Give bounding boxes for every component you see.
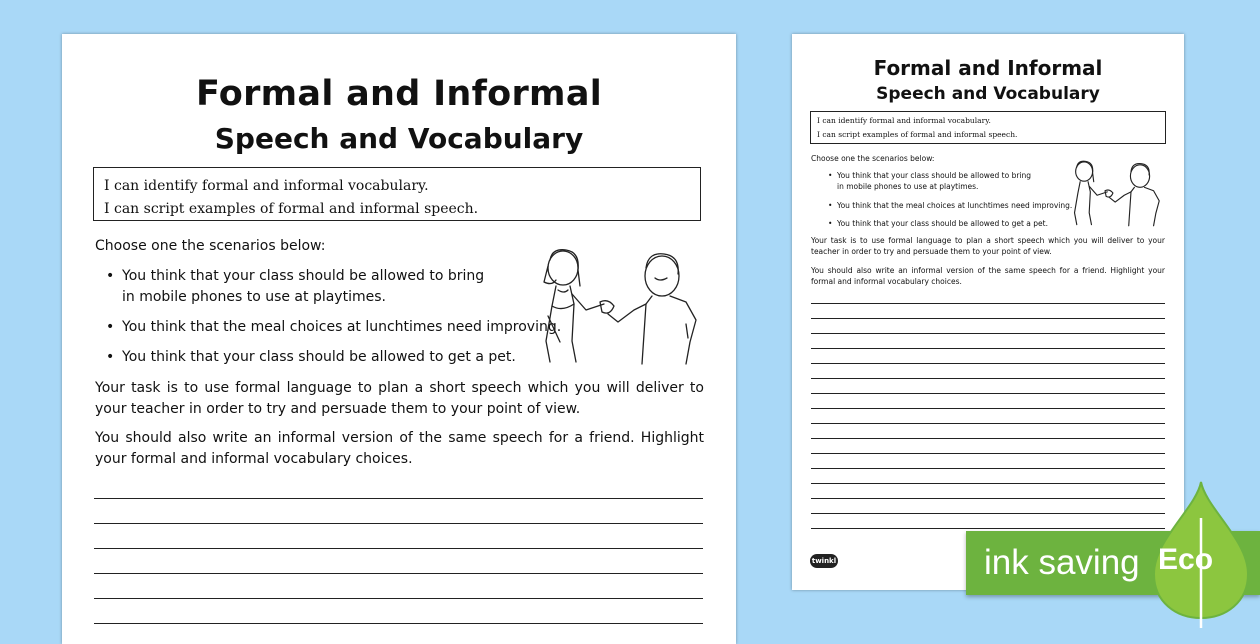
writing-line [811,348,1165,349]
writing-line [94,548,703,549]
writing-line [94,598,703,599]
task-paragraph: Your task is to use formal language to plan a short speech which you will deliver to your teacher in order to try and persuade them to your point of view. [95,380,704,417]
bullet-dot: • [828,201,833,210]
objective: I can identify formal and informal vocabulary. [104,178,429,194]
scenario-line: in mobile phones to use at playtimes. [837,182,979,191]
writing-line [94,623,703,624]
children-handshake-illustration [1070,158,1166,228]
writing-line [811,498,1165,499]
scenario-item [106,266,485,308]
writing-line [811,528,1165,529]
writing-line [811,468,1165,469]
scenario-item [828,218,1048,229]
scenario-line: You think that your class should be allowed to bring [837,171,1032,180]
scenario-item [106,317,562,338]
writing-line [811,318,1165,319]
bullet-dot: • [106,319,115,335]
objective: I can script examples of formal and informal speech. [817,130,1018,139]
eco-word: Eco [1158,543,1214,576]
writing-line [811,513,1165,514]
scenario-prompt: Choose one the scenarios below: [95,238,326,254]
bullet-dot: • [828,219,833,228]
writing-line [94,573,703,574]
worksheet-title: Formal and Informal [195,74,603,114]
ink-saving-label: ink saving [984,543,1140,582]
worksheet-page-small [792,34,1184,590]
bullet-dot: • [828,171,833,180]
objective: I can script examples of formal and informal speech. [104,201,479,217]
scenario-item [828,200,1073,211]
writing-line [811,483,1165,484]
twinkl-logo: twinkl [810,554,838,568]
objectives-box [810,111,1166,144]
writing-line [94,498,703,499]
objectives-box [93,167,701,221]
children-handshake-illustration [538,246,708,366]
extension-paragraph: You should also write an informal version of the same speech for a friend. Highlight your formal and informal vocabulary choices. [95,430,704,467]
scenario-prompt: Choose one the scenarios below: [811,154,935,163]
scenario-line: You think that the meal choices at lunchtimes need improving. [122,319,562,335]
worksheet-page-large [62,34,736,644]
writing-line [94,523,703,524]
worksheet-subtitle: Speech and Vocabulary [876,84,1100,104]
scenario-line: You think that your class should be allowed to bring [122,268,485,284]
scenario-item [106,347,516,368]
scenario-item [828,170,1032,192]
writing-line [811,453,1165,454]
scenario-line: You think that the meal choices at lunchtimes need improving. [837,201,1073,210]
writing-line [811,378,1165,379]
writing-line [811,333,1165,334]
writing-line [811,423,1165,424]
worksheet-subtitle: Speech and Vocabulary [214,122,584,155]
writing-line [811,408,1165,409]
objective: I can identify formal and informal vocabulary. [817,116,991,125]
scenario-line: You think that your class should be allowed to get a pet. [122,349,516,365]
writing-line [811,393,1165,394]
task-paragraph: Your task is to use formal language to plan a short speech which you will deliver to your teacher in order to try and persuade them to your point of view. [811,236,1165,256]
extension-paragraph: You should also write an informal version of the same speech for a friend. Highlight your formal and informal vocabulary choices. [811,266,1165,286]
bullet-dot: • [106,349,115,365]
scenario-line: You think that your class should be allowed to get a pet. [837,219,1048,228]
worksheet-title: Formal and Informal [873,56,1103,80]
bullet-dot: • [106,268,115,284]
writing-line [811,363,1165,364]
writing-line [811,438,1165,439]
scenario-line: in mobile phones to use at playtimes. [122,289,386,305]
writing-line [811,303,1165,304]
